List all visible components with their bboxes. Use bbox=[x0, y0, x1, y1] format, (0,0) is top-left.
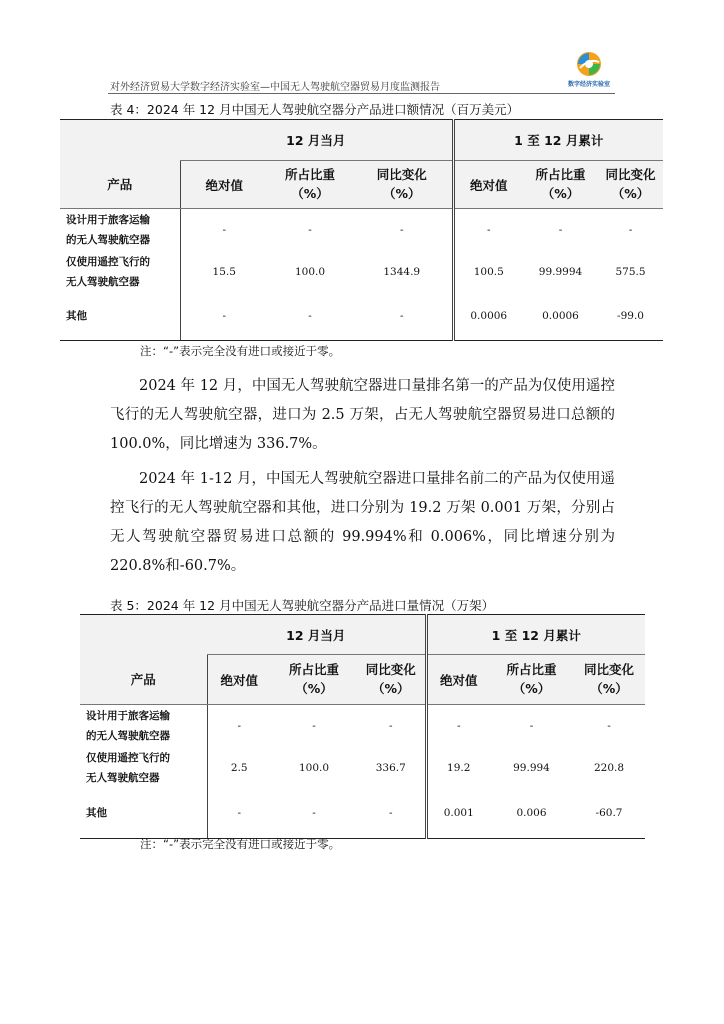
table5-col-abs-month: 绝对值 bbox=[207, 655, 271, 705]
product-name: 仅使用遥控飞行的 无人驾驶航空器 bbox=[60, 251, 180, 293]
running-header: 对外经济贸易大学数字经济实验室—中国无人驾驶航空器贸易月度监测报告 bbox=[110, 82, 440, 93]
table4-col-yoy-ytd: 同比变化 （%） bbox=[598, 161, 663, 209]
table4-group-month: 12 月当月 bbox=[180, 120, 453, 161]
paragraph: 2024 年 12 月，中国无人驾驶航空器进口量排名第一的产品为仅使用遥控飞行的无人驾驶航空器，进口为 2.5 万架，占无人驾驶航空器贸易进口总额的 100.0%，同比增速为 336.7%。 bbox=[110, 378, 615, 452]
table4-group-ytd: 1 至 12 月累计 bbox=[453, 120, 663, 161]
table-row: 设计用于旅客运输 的无人驾驶航空器 - - - - - - bbox=[60, 209, 663, 251]
table5 bbox=[80, 614, 645, 839]
product-name: 其他 bbox=[60, 293, 180, 341]
lab-logo bbox=[568, 50, 610, 90]
table-row: 设计用于旅客运输 的无人驾驶航空器 - - - - - - bbox=[80, 705, 645, 747]
table5-group-month: 12 月当月 bbox=[207, 615, 426, 655]
table4-note: 注：“-”表示完全没有进口或接近于零。 bbox=[140, 344, 341, 358]
table4-col-share-month: 所占比重 （%） bbox=[268, 161, 352, 209]
table-row: 其他 - - - 0.0006 0.0006 -99.0 bbox=[60, 293, 663, 341]
table-row: 仅使用遥控飞行的 无人驾驶航空器 2.5 100.0 336.7 19.2 99.994 220.8 bbox=[80, 747, 645, 789]
paragraph: 2024 年 1-12 月，中国无人驾驶航空器进口量排名前二的产品为仅使用遥控飞行的无人驾驶航空器和其他，进口分别为 19.2 万架 0.001 万架，分别占无人驾驶航空器贸易进口总额的 99.994%和 0.006%，同比增速分别为 220.8%和-60.7%。 bbox=[110, 471, 615, 574]
table4-caption: 表 4：2024 年 12 月中国无人驾驶航空器分产品进口额情况（百万美元） bbox=[110, 102, 520, 117]
table-row: 仅使用遥控飞行的 无人驾驶航空器 15.5 100.0 1344.9 100.5 99.9994 575.5 bbox=[60, 251, 663, 293]
product-name: 仅使用遥控飞行的 无人驾驶航空器 bbox=[80, 747, 207, 789]
table4-col-yoy-month: 同比变化 （%） bbox=[352, 161, 453, 209]
table5-caption: 表 5：2024 年 12 月中国无人驾驶航空器分产品进口量情况（万架） bbox=[110, 598, 495, 613]
table5-col-product: 产品 bbox=[80, 655, 207, 705]
table5-note: 注：“-”表示完全没有进口或接近于零。 bbox=[140, 837, 341, 851]
product-name: 其他 bbox=[80, 789, 207, 839]
table4-col-abs-ytd: 绝对值 bbox=[453, 161, 523, 209]
table4-col-product: 产品 bbox=[60, 161, 180, 209]
globe-icon bbox=[568, 50, 610, 80]
table4-col-abs-month: 绝对值 bbox=[180, 161, 268, 209]
product-name: 设计用于旅客运输 的无人驾驶航空器 bbox=[80, 705, 207, 747]
table5-col-abs-ytd: 绝对值 bbox=[426, 655, 490, 705]
table5-col-yoy-ytd: 同比变化 （%） bbox=[573, 655, 645, 705]
logo-label: 数字经济实验室 bbox=[567, 81, 610, 88]
table5-col-share-ytd: 所占比重 （%） bbox=[490, 655, 573, 705]
table5-group-ytd: 1 至 12 月累计 bbox=[426, 615, 645, 655]
table5-col-share-month: 所占比重 （%） bbox=[271, 655, 357, 705]
table4 bbox=[60, 119, 663, 341]
table4-col-share-ytd: 所占比重 （%） bbox=[523, 161, 598, 209]
header-rule bbox=[108, 93, 615, 94]
table-row: 其他 - - - 0.001 0.006 -60.7 bbox=[80, 789, 645, 839]
product-name: 设计用于旅客运输 的无人驾驶航空器 bbox=[60, 209, 180, 251]
table5-col-yoy-month: 同比变化 （%） bbox=[357, 655, 426, 705]
